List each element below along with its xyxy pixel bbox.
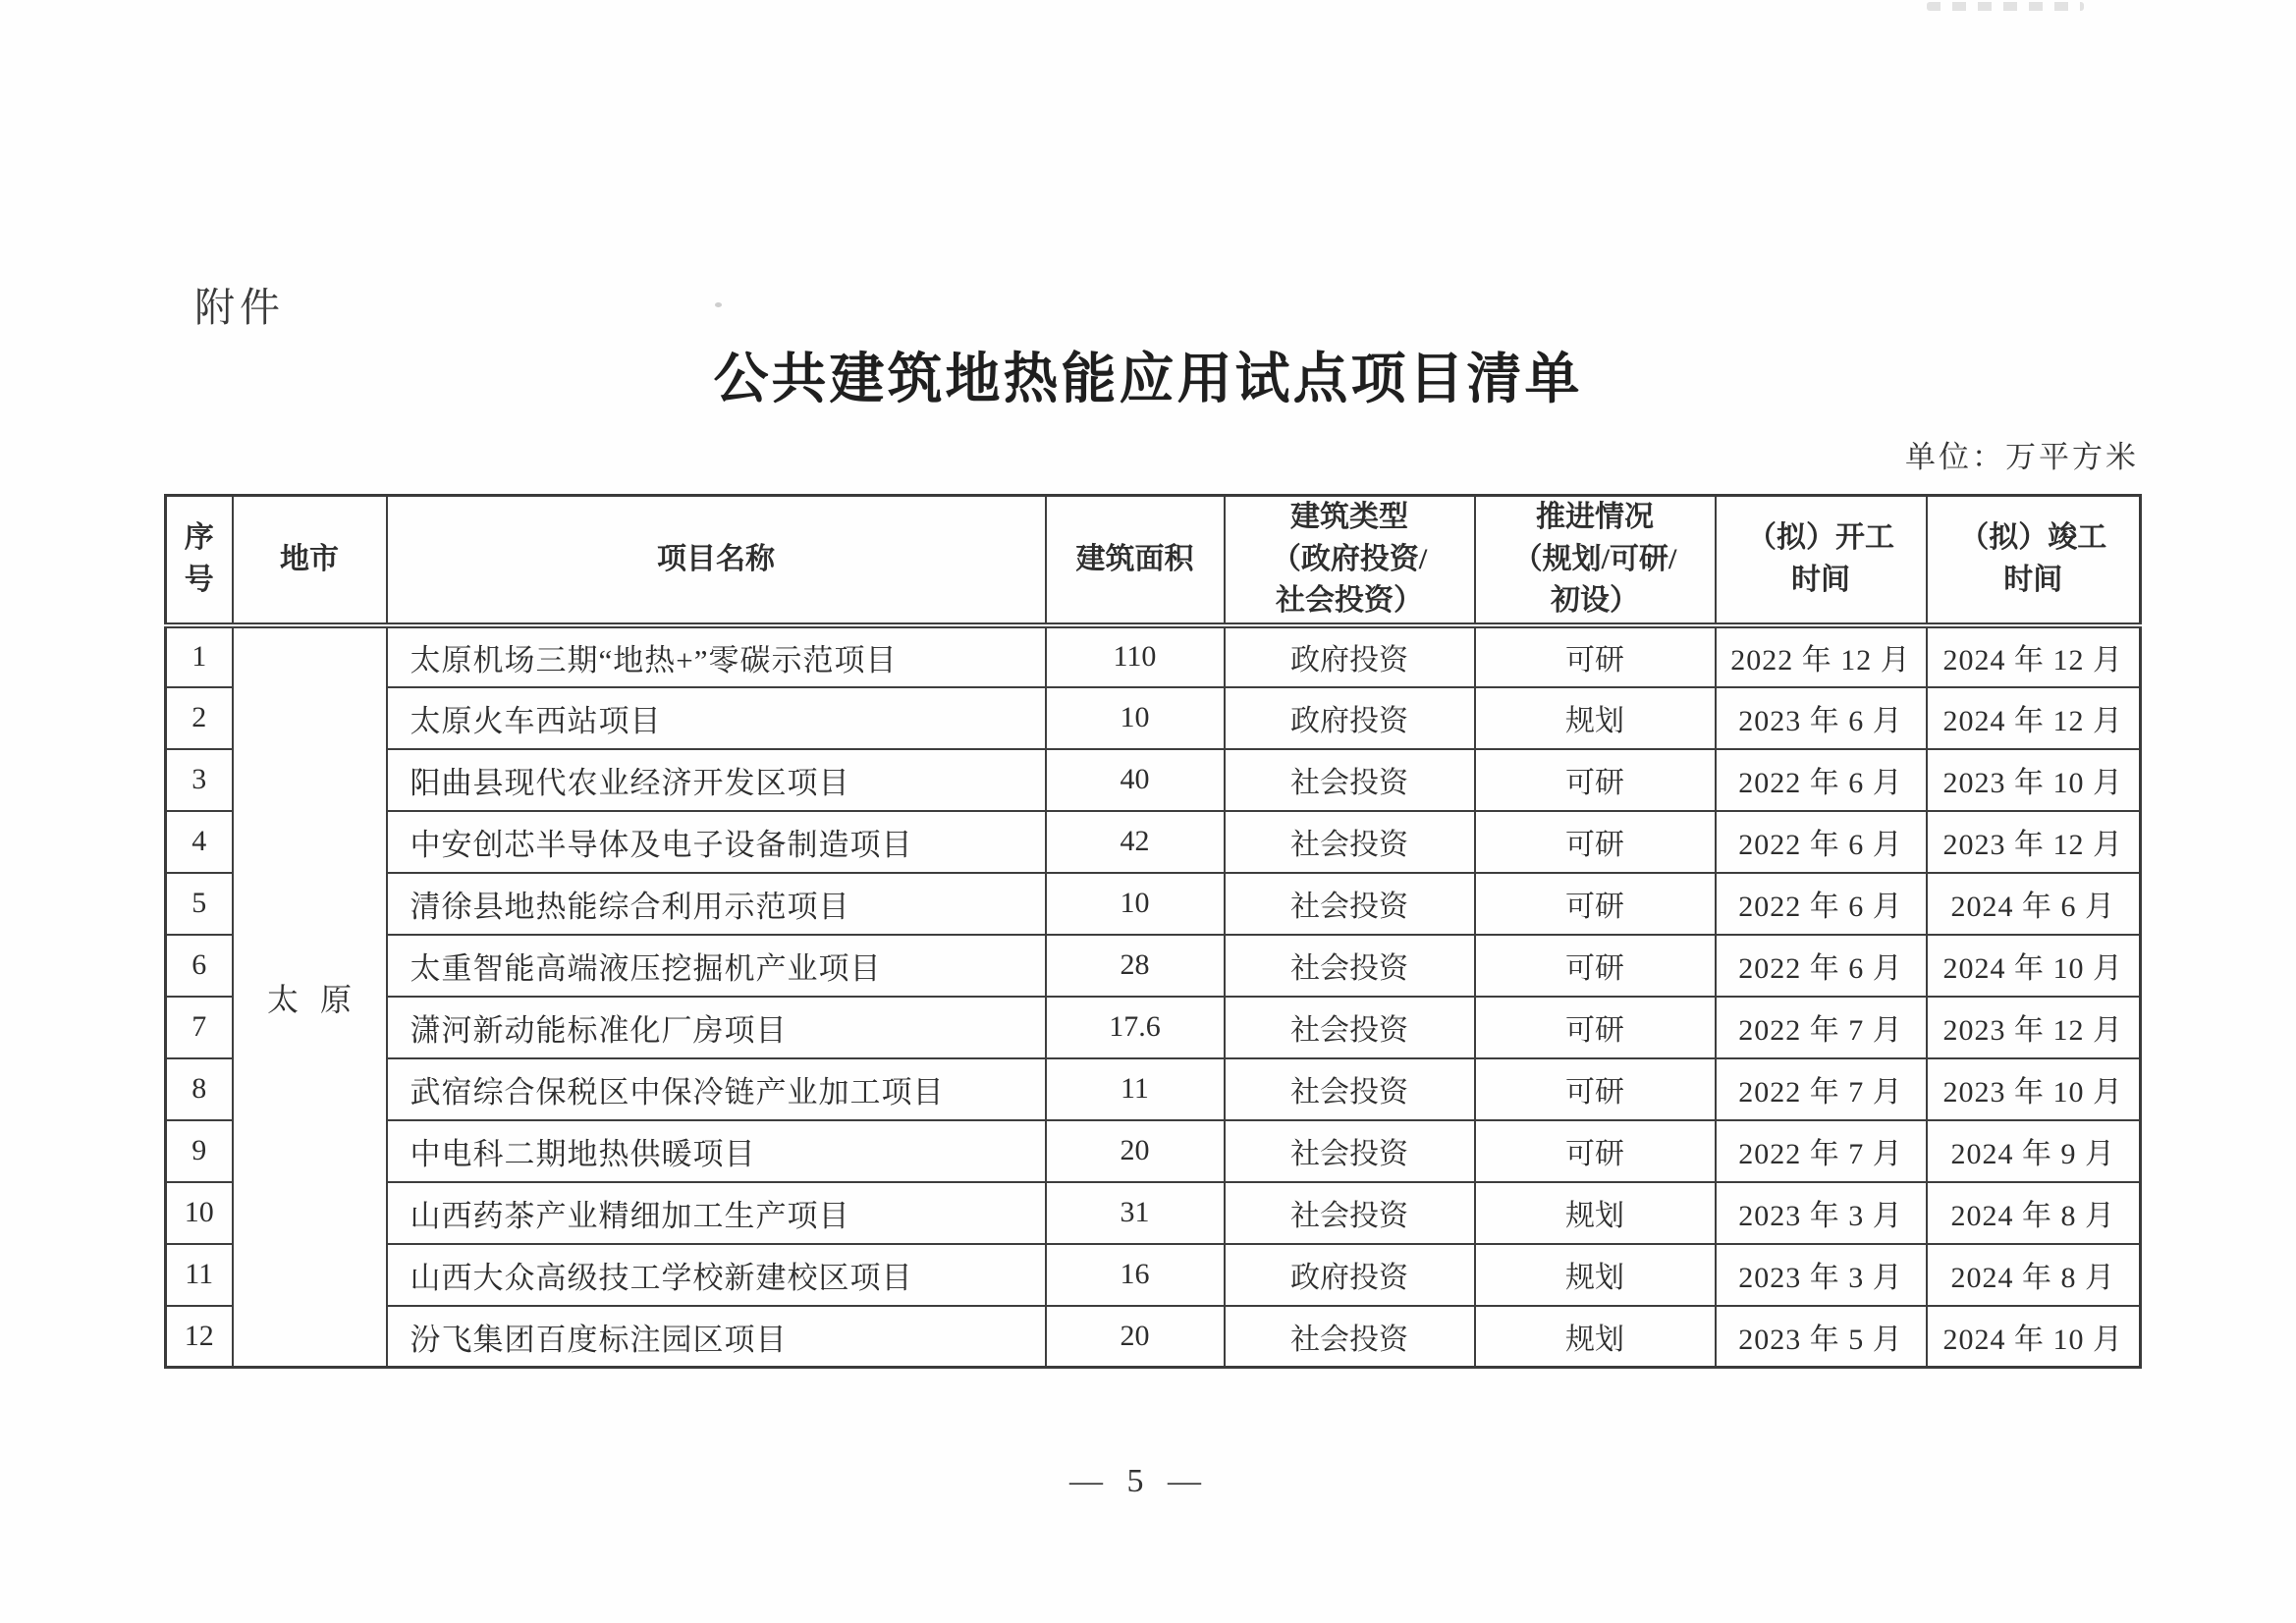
header-index (166, 496, 233, 625)
header-index-line2: 号 (184, 563, 214, 596)
table-row (166, 1120, 2141, 1182)
cell-investment-type: 社会投资 (1225, 1182, 1475, 1244)
cell-start-time: 2022 年 6 月 (1716, 811, 1927, 873)
table-header (166, 496, 2141, 625)
cell-index: 5 (166, 873, 233, 935)
cell-finish-time: 2023 年 12 月 (1927, 997, 2141, 1058)
cell-building-area: 11 (1046, 1058, 1225, 1120)
header-progress (1475, 496, 1716, 625)
header-building-type-line1: 建筑类型 (1290, 501, 1408, 533)
table-row (166, 1244, 2141, 1306)
header-finish-time (1927, 496, 2141, 625)
header-progress-line3: 初设） (1551, 584, 1639, 618)
cell-progress: 规划 (1475, 1306, 1716, 1368)
cell-building-area: 10 (1046, 687, 1225, 749)
header-project-name: 项目名称 (387, 496, 1046, 625)
table-row (166, 1058, 2141, 1120)
header-building-area: 建筑面积 (1046, 496, 1225, 625)
cell-progress: 可研 (1475, 1120, 1716, 1182)
header-progress-line1: 推进情况 (1536, 501, 1654, 533)
header-start-time (1716, 496, 1927, 625)
table-row (166, 873, 2141, 935)
cell-project-name: 中安创芯半导体及电子设备制造项目 (387, 811, 1046, 873)
header-city: 地市 (233, 496, 387, 625)
table-row (166, 1306, 2141, 1368)
cell-progress: 规划 (1475, 1244, 1716, 1306)
header-row (166, 496, 2141, 625)
cell-start-time: 2023 年 5 月 (1716, 1306, 1927, 1368)
cell-investment-type: 社会投资 (1225, 1120, 1475, 1182)
cell-index: 9 (166, 1120, 233, 1182)
cell-building-area: 31 (1046, 1182, 1225, 1244)
cell-index: 4 (166, 811, 233, 873)
cell-start-time: 2022 年 6 月 (1716, 935, 1927, 997)
table-row (166, 935, 2141, 997)
header-progress-line2: （规划/可研/ (1512, 542, 1677, 575)
cell-building-area: 110 (1046, 625, 1225, 687)
cell-project-name: 山西药茶产业精细加工生产项目 (387, 1182, 1046, 1244)
cell-project-name: 太重智能高端液压挖掘机产业项目 (387, 935, 1046, 997)
cell-start-time: 2022 年 6 月 (1716, 749, 1927, 811)
cell-finish-time: 2024 年 12 月 (1927, 687, 2141, 749)
scan-speck (715, 302, 722, 307)
cell-investment-type: 社会投资 (1225, 1058, 1475, 1120)
cell-finish-time: 2024 年 10 月 (1927, 935, 2141, 997)
cell-investment-type: 社会投资 (1225, 997, 1475, 1058)
cell-building-area: 40 (1046, 749, 1225, 811)
cell-progress: 规划 (1475, 687, 1716, 749)
table-row (166, 625, 2141, 687)
cell-index: 11 (166, 1244, 233, 1306)
cell-progress: 可研 (1475, 749, 1716, 811)
table-row (166, 1182, 2141, 1244)
cell-finish-time: 2024 年 6 月 (1927, 873, 2141, 935)
unit-note: 单位：万平方米 (1905, 440, 2139, 474)
cell-finish-time: 2023 年 12 月 (1927, 811, 2141, 873)
table-row (166, 997, 2141, 1058)
cell-building-area: 16 (1046, 1244, 1225, 1306)
cell-city-group: 太原 (233, 625, 387, 1368)
header-start-time-line2: 时间 (1791, 563, 1850, 596)
cell-finish-time: 2024 年 12 月 (1927, 625, 2141, 687)
cell-project-name: 阳曲县现代农业经济开发区项目 (387, 749, 1046, 811)
cell-building-area: 20 (1046, 1120, 1225, 1182)
page-title: 公共建筑地热能应用试点项目清单 (713, 348, 1583, 409)
cell-progress: 规划 (1475, 1182, 1716, 1244)
attachment-label: 附件 (194, 285, 285, 330)
cell-start-time: 2023 年 3 月 (1716, 1182, 1927, 1244)
cell-investment-type: 社会投资 (1225, 935, 1475, 997)
cell-project-name: 潇河新动能标准化厂房项目 (387, 997, 1046, 1058)
cell-investment-type: 社会投资 (1225, 811, 1475, 873)
cell-start-time: 2022 年 7 月 (1716, 997, 1927, 1058)
cell-progress: 可研 (1475, 811, 1716, 873)
cell-investment-type: 政府投资 (1225, 1244, 1475, 1306)
cell-start-time: 2023 年 3 月 (1716, 1244, 1927, 1306)
cell-building-area: 20 (1046, 1306, 1225, 1368)
cell-investment-type: 政府投资 (1225, 687, 1475, 749)
cell-index: 7 (166, 997, 233, 1058)
cell-investment-type: 社会投资 (1225, 749, 1475, 811)
cell-index: 10 (166, 1182, 233, 1244)
cell-progress: 可研 (1475, 997, 1716, 1058)
cell-finish-time: 2024 年 9 月 (1927, 1120, 2141, 1182)
cell-start-time: 2022 年 7 月 (1716, 1120, 1927, 1182)
cell-start-time: 2022 年 6 月 (1716, 873, 1927, 935)
cell-index: 6 (166, 935, 233, 997)
cell-finish-time: 2023 年 10 月 (1927, 749, 2141, 811)
cell-finish-time: 2024 年 8 月 (1927, 1244, 2141, 1306)
table-body (166, 625, 2141, 1368)
cell-investment-type: 社会投资 (1225, 873, 1475, 935)
cell-start-time: 2022 年 12 月 (1716, 625, 1927, 687)
cell-index: 1 (166, 625, 233, 687)
header-building-type-line2: （政府投资/ (1271, 542, 1428, 575)
scan-artifact (1927, 2, 2084, 11)
cell-finish-time: 2024 年 8 月 (1927, 1182, 2141, 1244)
cell-project-name: 汾飞集团百度标注园区项目 (387, 1306, 1046, 1368)
projects-table (164, 494, 2142, 1369)
cell-progress: 可研 (1475, 935, 1716, 997)
cell-finish-time: 2023 年 10 月 (1927, 1058, 2141, 1120)
cell-finish-time: 2024 年 10 月 (1927, 1306, 2141, 1368)
cell-project-name: 山西大众高级技工学校新建校区项目 (387, 1244, 1046, 1306)
cell-index: 12 (166, 1306, 233, 1368)
cell-project-name: 太原机场三期“地热+”零碳示范项目 (387, 625, 1046, 687)
cell-index: 2 (166, 687, 233, 749)
header-building-type (1225, 496, 1475, 625)
cell-investment-type: 社会投资 (1225, 1306, 1475, 1368)
cell-project-name: 武宿综合保税区中保冷链产业加工项目 (387, 1058, 1046, 1120)
table-row (166, 687, 2141, 749)
page-number: — 5 — (1069, 1463, 1209, 1499)
cell-start-time: 2023 年 6 月 (1716, 687, 1927, 749)
cell-index: 8 (166, 1058, 233, 1120)
cell-building-area: 28 (1046, 935, 1225, 997)
header-building-type-line3: 社会投资） (1276, 584, 1423, 618)
cell-index: 3 (166, 749, 233, 811)
cell-building-area: 17.6 (1046, 997, 1225, 1058)
cell-progress: 可研 (1475, 873, 1716, 935)
cell-project-name: 太原火车西站项目 (387, 687, 1046, 749)
header-start-time-line1: （拟）开工 (1747, 521, 1894, 555)
table-row (166, 749, 2141, 811)
cell-start-time: 2022 年 7 月 (1716, 1058, 1927, 1120)
header-finish-time-line2: 时间 (2003, 563, 2063, 596)
header-index-line1: 序 (184, 521, 214, 555)
cell-project-name: 中电科二期地热供暖项目 (387, 1120, 1046, 1182)
table-row (166, 811, 2141, 873)
header-finish-time-line1: （拟）竣工 (1959, 521, 2107, 555)
cell-progress: 可研 (1475, 1058, 1716, 1120)
cell-investment-type: 政府投资 (1225, 625, 1475, 687)
cell-progress: 可研 (1475, 625, 1716, 687)
cell-building-area: 42 (1046, 811, 1225, 873)
cell-building-area: 10 (1046, 873, 1225, 935)
cell-project-name: 清徐县地热能综合利用示范项目 (387, 873, 1046, 935)
